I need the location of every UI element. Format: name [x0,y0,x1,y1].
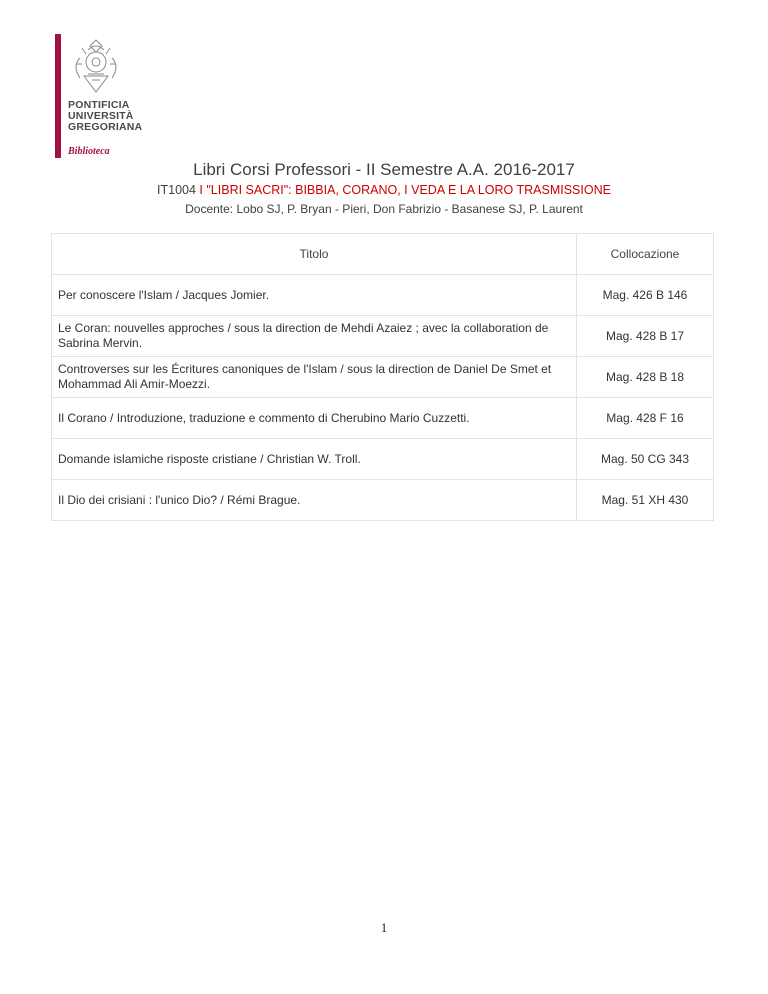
book-title: Il Dio dei crisiani : l'unico Dio? / Rémi Brague. [52,480,577,521]
university-name [68,100,142,133]
table-row [52,357,714,398]
table-row [52,398,714,439]
books-table [51,233,714,521]
column-header-title: Titolo [52,234,577,275]
book-location: Mag. 428 B 17 [577,316,714,357]
column-header-location: Collocazione [577,234,714,275]
course-title: I "LIBRI SACRI": BIBBIA, CORANO, I VEDA E LA LORO TRASMISSIONE [199,183,611,197]
book-location: Mag. 50 CG 343 [577,439,714,480]
library-label: Biblioteca [68,146,110,157]
page-title: Libri Corsi Professori - II Semestre A.A. 2016-2017 [193,160,575,179]
book-location: Mag. 51 XH 430 [577,480,714,521]
table-row [52,316,714,357]
page-number: 1 [380,920,388,935]
course-line [0,183,768,197]
table-row [52,480,714,521]
logo-line-3: GREGORIANA [68,121,143,133]
table-row [52,439,714,480]
book-location: Mag. 428 F 16 [577,398,714,439]
logo-accent-bar [55,34,61,158]
course-code: IT1004 [157,183,196,197]
university-seal-icon [66,36,126,98]
book-location: Mag. 426 B 146 [577,275,714,316]
book-title: Le Coran: nouvelles approches / sous la direction de Mehdi Azaiez ; avec la collaboration de Sabrina Mervin. [52,316,577,357]
logo-line-2: UNIVERSITÀ [68,110,134,122]
book-title: Controverses sur les Écritures canoniques de l'Islam / sous la direction de Daniel De Smet et Mohammad Ali Amir-Moezzi. [52,357,577,398]
teachers-line: Docente: Lobo SJ, P. Bryan - Pieri, Don Fabrizio - Basanese SJ, P. Laurent [185,202,583,216]
book-title: Per conoscere l'Islam / Jacques Jomier. [52,275,577,316]
book-location: Mag. 428 B 18 [577,357,714,398]
table-header-row [52,234,714,275]
table-row [52,275,714,316]
book-title: Domande islamiche risposte cristiane / Christian W. Troll. [52,439,577,480]
logo-line-1: PONTIFICIA [68,99,130,111]
book-title: Il Corano / Introduzione, traduzione e commento di Cherubino Mario Cuzzetti. [52,398,577,439]
